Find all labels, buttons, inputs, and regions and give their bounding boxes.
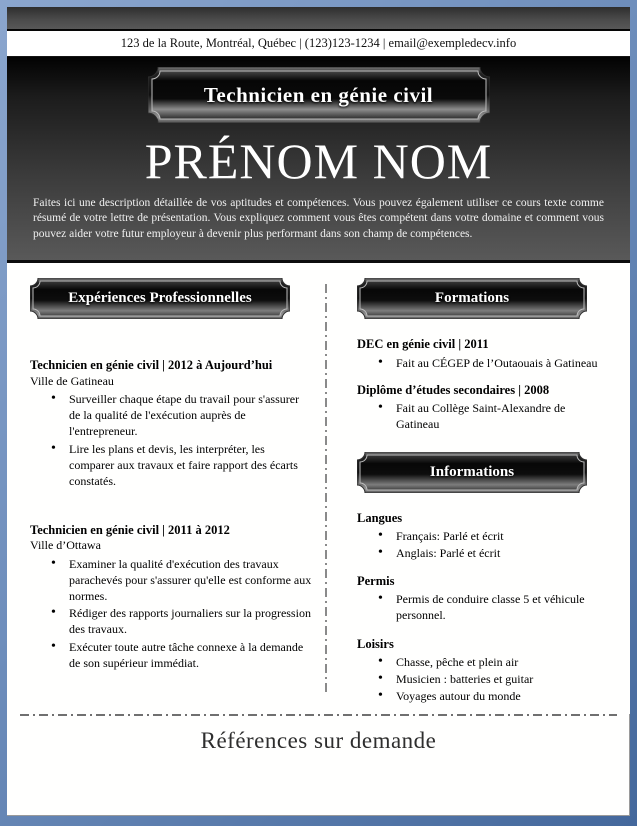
info-group-langues (357, 511, 608, 561)
info-item: • Français: Parlé et écrit (391, 528, 608, 544)
job-employer: Ville d’Ottawa (30, 538, 101, 553)
formation-detail: • Fait au CÉGEP de l’Outaouais à Gatineau (391, 355, 608, 371)
formation-detail: • Fait au Collège Saint-Alexandre de Gatineau (391, 400, 608, 432)
references-line: Références sur demande (200, 728, 437, 753)
header-banner (7, 57, 630, 263)
info-item: • Musicien : batteries et guitar (391, 671, 608, 687)
info-group-label: Loisirs (357, 636, 394, 651)
info-item: • Chasse, pêche et plein air (391, 654, 608, 670)
formation-list (357, 355, 608, 371)
formation-entry (357, 336, 608, 371)
job-duties-list (30, 556, 313, 671)
job-duties-list (30, 391, 313, 488)
formation-title: Diplôme d’études secondaires | 2008 (357, 382, 550, 397)
info-group-label: Langues (357, 511, 403, 526)
section-title-text: Expériences Professionnelles (68, 290, 252, 306)
info-item: • Permis de conduire classe 5 et véhicule personnel. (391, 591, 608, 623)
paper (7, 7, 630, 816)
info-group-label: Permis (357, 574, 395, 589)
job-title: Technicien en génie civil | 2012 à Aujourd’hui (30, 358, 273, 372)
job-employer: Ville de Gatineau (30, 373, 114, 388)
info-list (357, 528, 608, 561)
job-duty: • Exécuter toute autre tâche connexe à la demande de son supérieur immédiat. (64, 639, 313, 671)
job-duty: • Lire les plans et devis, les interpréter, les comparer aux travaux et faire rapport des écarts constatés. (64, 441, 313, 489)
job-title-badge (148, 67, 490, 123)
formation-list (357, 400, 608, 432)
contact-line: 123 de la Route, Montréal, Québec | (123)123-1234 | email@exempledecv.info (120, 36, 517, 50)
job-duty: • Examiner la qualité d'exécution des travaux parachevés pour s'assurer qu'elle est conforme aux normes. (64, 556, 313, 604)
job-title-text: Technicien en génie civil (203, 82, 434, 107)
info-list (357, 654, 608, 704)
info-item: • Voyages autour du monde (391, 688, 608, 704)
formation-entry (357, 382, 608, 433)
name-heading: PRÉNOM NOM (144, 133, 493, 189)
top-strip (7, 7, 630, 31)
info-item: • Anglais: Parlé et écrit (391, 545, 608, 561)
right-column (327, 278, 630, 705)
section-header-experiences (30, 278, 290, 319)
summary-text: Faites ici une description détaillée de vos aptitudes et compétences. Vous pouvez également utiliser ce cours texte comme résumé de votre lettre de présentation. Vous expliquez comment vous êtes compétent dans votre domaine et comment vous pouvez aider votre futur employeur à devenir plus performant dans son champ de compétences. (33, 197, 604, 240)
job-entry (30, 357, 313, 489)
job-entry (30, 522, 313, 671)
info-list (357, 591, 608, 623)
job-duty: • Surveiller chaque étape du travail pour s'assurer de la qualité de l'exécution auprès de l'entrepreneur. (64, 391, 313, 439)
contact-bar (7, 31, 630, 57)
job-title: Technicien en génie civil | 2011 à 2012 (30, 522, 230, 537)
job-duty: • Rédiger des rapports journaliers sur la progression des travaux. (64, 605, 313, 637)
section-header-formations (357, 278, 587, 319)
section-title-text: Formations (434, 290, 510, 306)
section-title-text: Informations (429, 464, 515, 481)
info-group-permis (357, 574, 608, 623)
info-group-loisirs (357, 637, 608, 704)
main-content (7, 263, 630, 714)
section-header-informations (357, 452, 587, 493)
experience-column (7, 278, 325, 672)
footer-divider (20, 714, 617, 716)
formation-title: DEC en génie civil | 2011 (357, 337, 489, 351)
